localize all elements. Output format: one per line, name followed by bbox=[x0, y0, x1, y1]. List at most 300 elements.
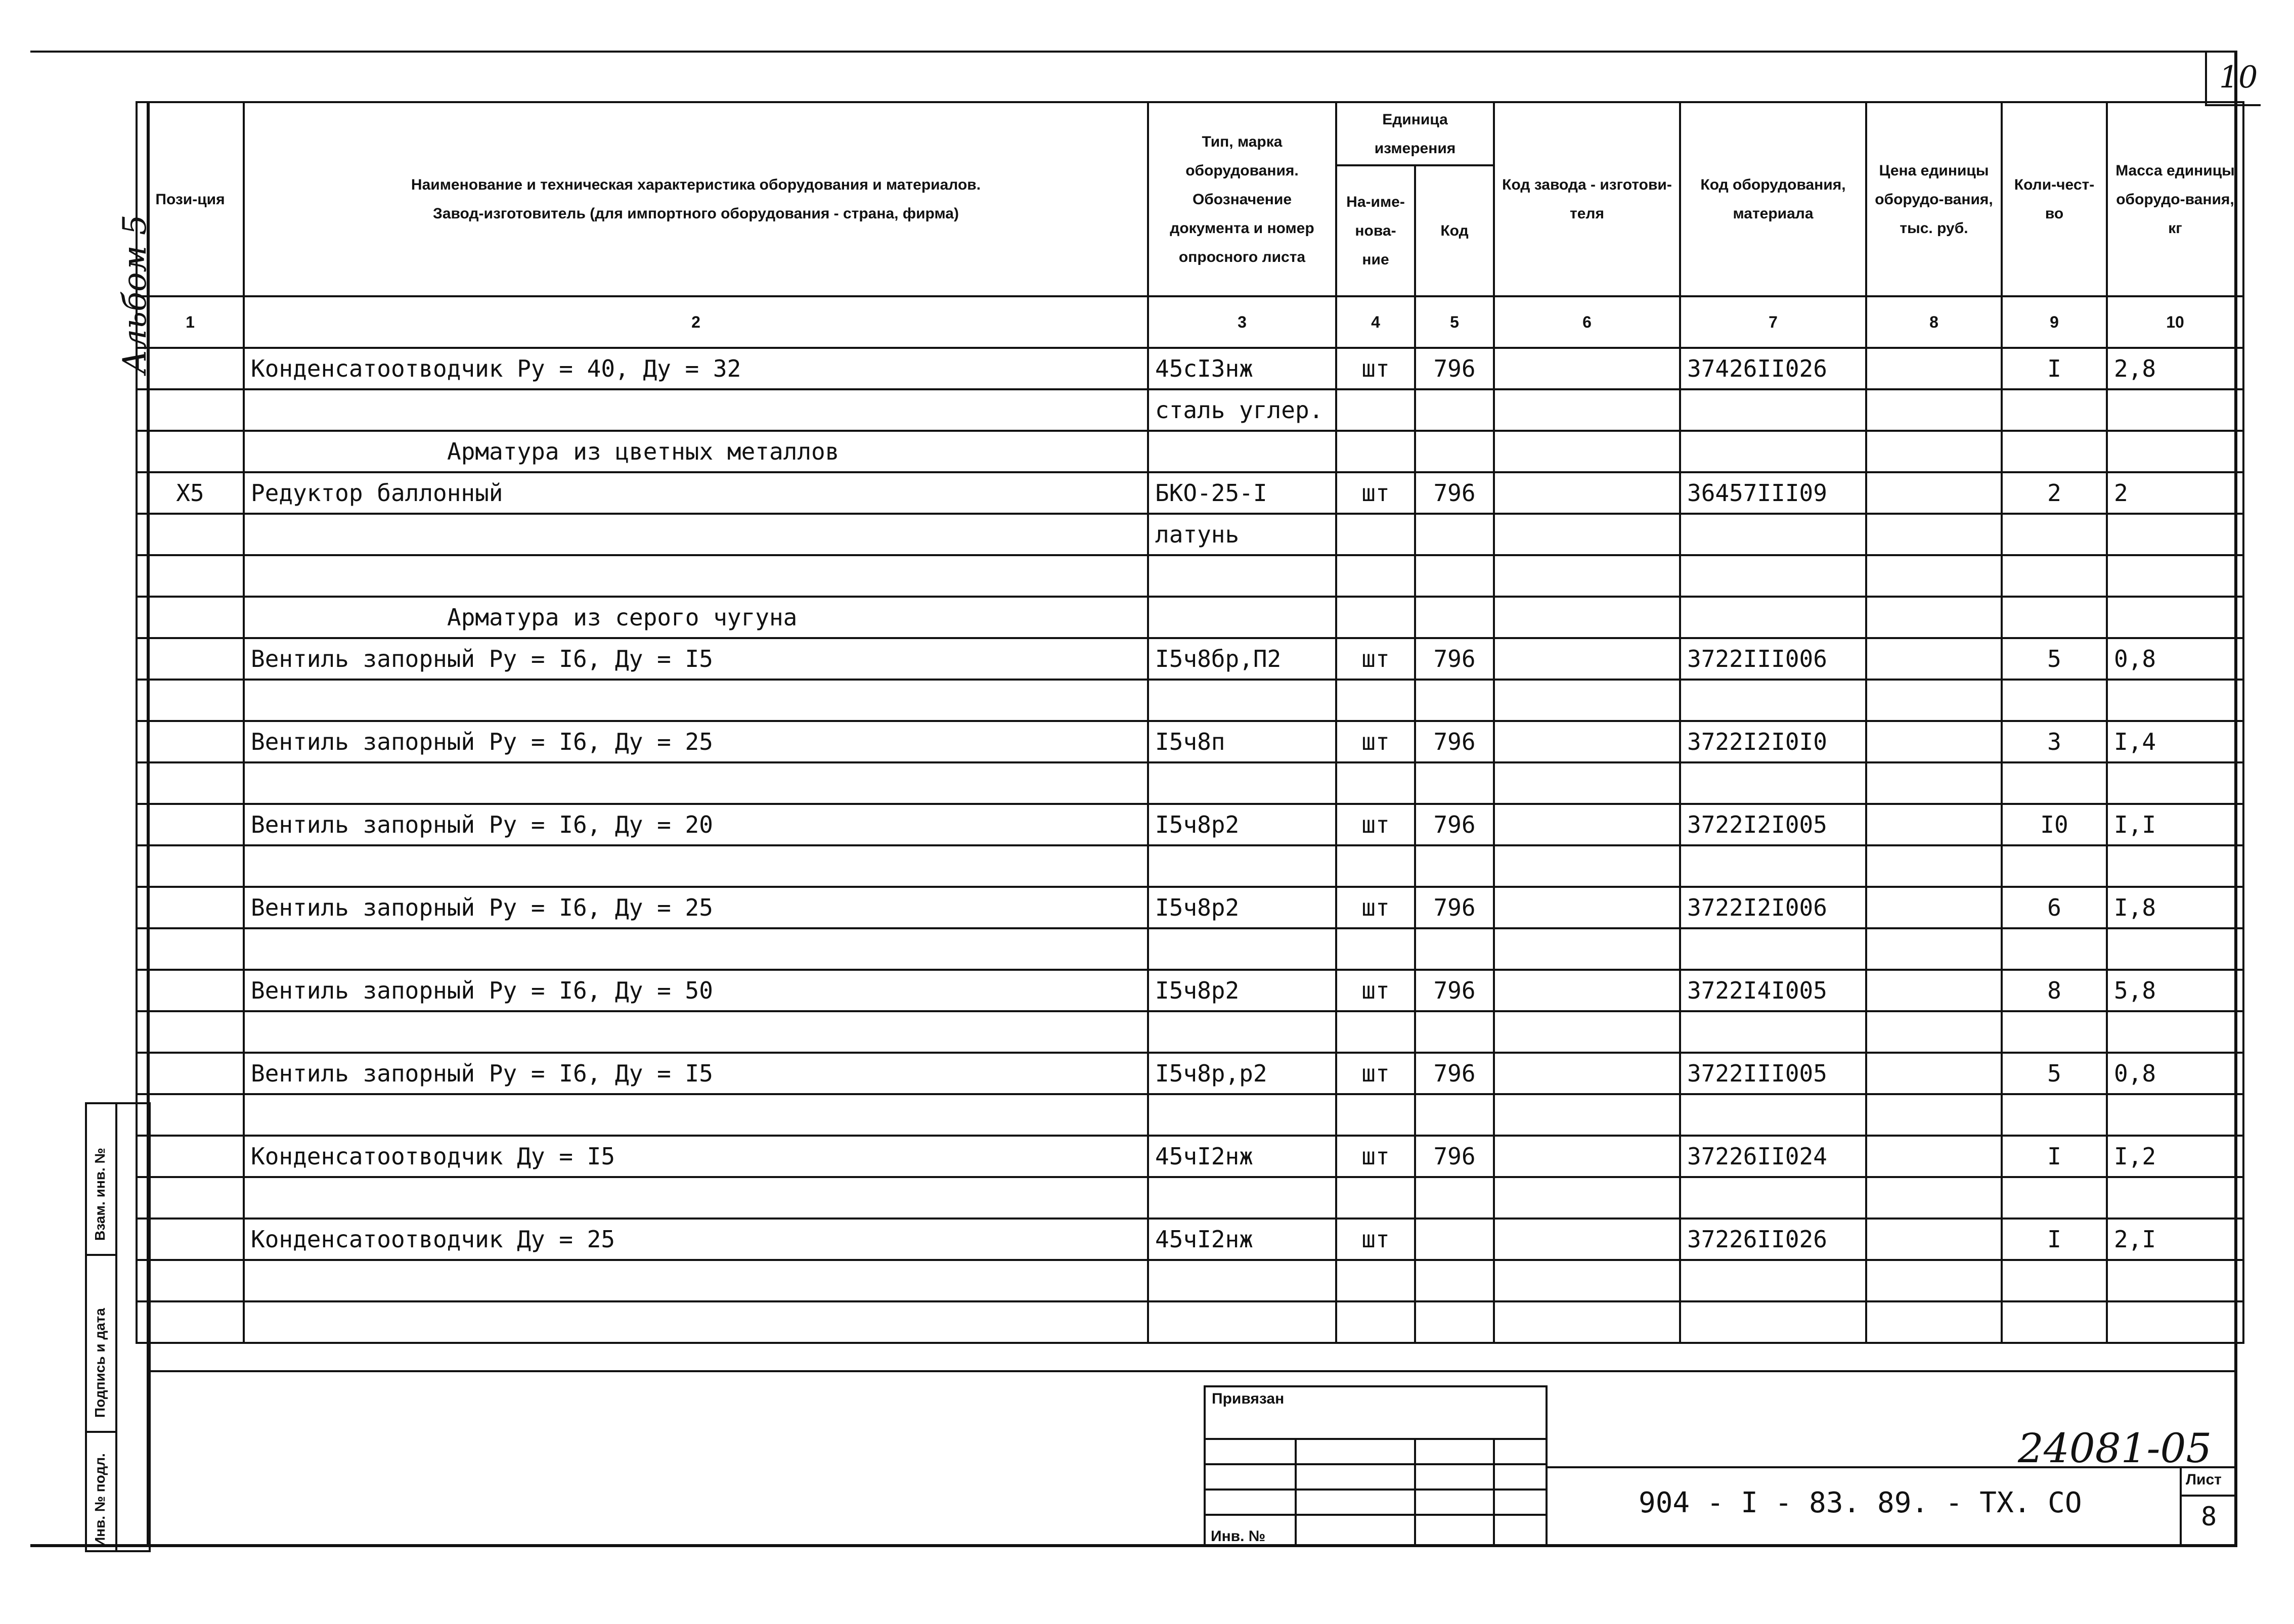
row-type: сталь углер. bbox=[1148, 389, 1336, 431]
row-unit-code bbox=[1415, 1094, 1494, 1136]
inv-no-label: Инв. № bbox=[1211, 1528, 1266, 1545]
row-type: 45чI2нж bbox=[1148, 1219, 1336, 1260]
row-position bbox=[137, 845, 244, 887]
album-label: Альбом 5 bbox=[116, 214, 154, 374]
row-unit-code bbox=[1415, 389, 1494, 431]
table-row bbox=[137, 970, 2243, 1011]
row-plant-code bbox=[1494, 472, 1680, 514]
table-row bbox=[137, 389, 2243, 431]
row-equipment-code: 3722I2I005 bbox=[1680, 804, 1866, 845]
row-unit bbox=[1336, 845, 1415, 887]
row-name: Арматура из серого чугуна bbox=[244, 597, 1148, 638]
row-name: Конденсатоотводчик Ду = 25 bbox=[244, 1219, 1148, 1260]
row-unit-code bbox=[1415, 431, 1494, 472]
row-position bbox=[137, 970, 244, 1011]
row-name: Конденсатоотводчик Ду = I5 bbox=[244, 1136, 1148, 1177]
table-row bbox=[137, 845, 2243, 887]
row-mass: 0,8 bbox=[2107, 638, 2243, 680]
row-mass bbox=[2107, 1301, 2243, 1343]
table-row bbox=[137, 721, 2243, 762]
row-position bbox=[137, 721, 244, 762]
row-equipment-code bbox=[1680, 1094, 1866, 1136]
row-mass bbox=[2107, 845, 2243, 887]
row-position bbox=[137, 1053, 244, 1094]
row-mass bbox=[2107, 431, 2243, 472]
row-type bbox=[1148, 1177, 1336, 1219]
row-type bbox=[1148, 431, 1336, 472]
row-position bbox=[137, 638, 244, 680]
row-plant-code bbox=[1494, 721, 1680, 762]
row-unit: шт bbox=[1336, 721, 1415, 762]
header-mass: Масса единицы оборудо-вания, кг bbox=[2107, 102, 2243, 296]
row-unit-code bbox=[1415, 1260, 1494, 1301]
row-name: Вентиль запорный Ру = I6, Ду = 20 bbox=[244, 804, 1148, 845]
row-plant-code bbox=[1494, 1301, 1680, 1343]
row-plant-code bbox=[1494, 597, 1680, 638]
row-name: Вентиль запорный Ру = I6, Ду = 50 bbox=[244, 970, 1148, 1011]
row-plant-code bbox=[1494, 348, 1680, 389]
row-type bbox=[1148, 1301, 1336, 1343]
row-unit bbox=[1336, 431, 1415, 472]
row-unit bbox=[1336, 1260, 1415, 1301]
row-price bbox=[1866, 1219, 2002, 1260]
row-name bbox=[244, 845, 1148, 887]
row-type bbox=[1148, 680, 1336, 721]
row-quantity: 8 bbox=[2002, 970, 2107, 1011]
row-quantity bbox=[2002, 1260, 2107, 1301]
row-mass: I,2 bbox=[2107, 1136, 2243, 1177]
table-row bbox=[137, 762, 2243, 804]
row-plant-code bbox=[1494, 1219, 1680, 1260]
row-mass bbox=[2107, 1177, 2243, 1219]
col-number: 4 bbox=[1336, 296, 1415, 348]
row-price bbox=[1866, 514, 2002, 555]
row-unit-code: 796 bbox=[1415, 1136, 1494, 1177]
row-unit-code bbox=[1415, 680, 1494, 721]
row-type bbox=[1148, 762, 1336, 804]
stamp-vzam-label: Взам. инв. № bbox=[92, 1148, 108, 1241]
row-plant-code bbox=[1494, 1177, 1680, 1219]
row-name bbox=[244, 1094, 1148, 1136]
row-price bbox=[1866, 555, 2002, 597]
col-number: 8 bbox=[1866, 296, 2002, 348]
row-price bbox=[1866, 762, 2002, 804]
row-quantity bbox=[2002, 389, 2107, 431]
row-unit-code: 796 bbox=[1415, 348, 1494, 389]
table-row bbox=[137, 514, 2243, 555]
row-equipment-code bbox=[1680, 1011, 1866, 1053]
row-mass bbox=[2107, 1260, 2243, 1301]
header-type: Тип, марка оборудования. Обозначение документа и номер опросного листа bbox=[1148, 102, 1336, 296]
row-plant-code bbox=[1494, 1053, 1680, 1094]
row-unit bbox=[1336, 1094, 1415, 1136]
table-row bbox=[137, 1011, 2243, 1053]
row-equipment-code bbox=[1680, 1301, 1866, 1343]
row-quantity: 3 bbox=[2002, 721, 2107, 762]
row-mass: 2 bbox=[2107, 472, 2243, 514]
row-name bbox=[244, 928, 1148, 970]
row-equipment-code bbox=[1680, 1177, 1866, 1219]
row-type: латунь bbox=[1148, 514, 1336, 555]
row-unit bbox=[1336, 1301, 1415, 1343]
row-price bbox=[1866, 721, 2002, 762]
row-type bbox=[1148, 597, 1336, 638]
row-equipment-code: 3722III005 bbox=[1680, 1053, 1866, 1094]
table-row bbox=[137, 472, 2243, 514]
priv-vline bbox=[1414, 1439, 1416, 1546]
row-plant-code bbox=[1494, 887, 1680, 928]
row-plant-code bbox=[1494, 431, 1680, 472]
row-quantity bbox=[2002, 928, 2107, 970]
row-unit: шт bbox=[1336, 1136, 1415, 1177]
row-price bbox=[1866, 1136, 2002, 1177]
side-stamp bbox=[85, 1102, 151, 1552]
header-plant-code: Код завода - изготови-теля bbox=[1494, 102, 1680, 296]
row-unit-code bbox=[1415, 845, 1494, 887]
row-price bbox=[1866, 1011, 2002, 1053]
table-row bbox=[137, 1301, 2243, 1343]
col-number: 2 bbox=[244, 296, 1148, 348]
row-type bbox=[1148, 1011, 1336, 1053]
row-equipment-code: 3722I2I0I0 bbox=[1680, 721, 1866, 762]
row-price bbox=[1866, 804, 2002, 845]
row-price bbox=[1866, 1094, 2002, 1136]
row-name bbox=[244, 555, 1148, 597]
row-unit-code: 796 bbox=[1415, 970, 1494, 1011]
row-equipment-code: 37426II026 bbox=[1680, 348, 1866, 389]
row-price bbox=[1866, 970, 2002, 1011]
row-quantity: 5 bbox=[2002, 638, 2107, 680]
row-unit bbox=[1336, 389, 1415, 431]
row-mass bbox=[2107, 514, 2243, 555]
table-row bbox=[137, 1094, 2243, 1136]
row-plant-code bbox=[1494, 638, 1680, 680]
row-quantity: I bbox=[2002, 1136, 2107, 1177]
row-type: I5ч8р2 bbox=[1148, 804, 1336, 845]
row-equipment-code bbox=[1680, 597, 1866, 638]
row-type bbox=[1148, 845, 1336, 887]
row-quantity bbox=[2002, 762, 2107, 804]
row-position bbox=[137, 514, 244, 555]
sheet-box-divider bbox=[2180, 1495, 2237, 1497]
row-unit bbox=[1336, 1011, 1415, 1053]
row-unit: шт bbox=[1336, 1219, 1415, 1260]
row-position bbox=[137, 348, 244, 389]
row-mass bbox=[2107, 928, 2243, 970]
row-quantity bbox=[2002, 431, 2107, 472]
row-unit-code bbox=[1415, 597, 1494, 638]
registration-number: 24081-05 bbox=[2018, 1425, 2212, 1472]
row-quantity: 5 bbox=[2002, 1053, 2107, 1094]
row-unit: шт bbox=[1336, 348, 1415, 389]
table-row bbox=[137, 1219, 2243, 1260]
row-mass: I,4 bbox=[2107, 721, 2243, 762]
row-type: I5ч8бр,П2 bbox=[1148, 638, 1336, 680]
row-price bbox=[1866, 597, 2002, 638]
row-price bbox=[1866, 887, 2002, 928]
row-quantity bbox=[2002, 1177, 2107, 1219]
row-unit-code: 796 bbox=[1415, 638, 1494, 680]
row-equipment-code bbox=[1680, 431, 1866, 472]
row-name: Редуктор баллонный bbox=[244, 472, 1148, 514]
header-quantity: Коли-чест-во bbox=[2002, 102, 2107, 296]
row-plant-code bbox=[1494, 680, 1680, 721]
row-mass bbox=[2107, 680, 2243, 721]
row-unit-code bbox=[1415, 514, 1494, 555]
row-quantity: 2 bbox=[2002, 472, 2107, 514]
header-name-line2: Завод-изготовитель (для импортного оборудования - страна, фирма) bbox=[433, 205, 959, 222]
row-unit-code bbox=[1415, 762, 1494, 804]
row-quantity bbox=[2002, 1094, 2107, 1136]
row-unit: шт bbox=[1336, 638, 1415, 680]
row-unit bbox=[1336, 762, 1415, 804]
row-price bbox=[1866, 1260, 2002, 1301]
row-type: I5ч8п bbox=[1148, 721, 1336, 762]
row-quantity bbox=[2002, 1301, 2107, 1343]
row-quantity: I bbox=[2002, 348, 2107, 389]
table-row bbox=[137, 1260, 2243, 1301]
table-row bbox=[137, 1136, 2243, 1177]
row-position bbox=[137, 1136, 244, 1177]
row-position bbox=[137, 1094, 244, 1136]
row-mass bbox=[2107, 597, 2243, 638]
row-unit-code: 796 bbox=[1415, 721, 1494, 762]
row-mass: 5,8 bbox=[2107, 970, 2243, 1011]
row-position bbox=[137, 1219, 244, 1260]
row-unit: шт bbox=[1336, 472, 1415, 514]
row-unit-code bbox=[1415, 1301, 1494, 1343]
row-mass bbox=[2107, 1011, 2243, 1053]
row-quantity bbox=[2002, 680, 2107, 721]
row-mass: 2,8 bbox=[2107, 348, 2243, 389]
row-price bbox=[1866, 680, 2002, 721]
table-row bbox=[137, 638, 2243, 680]
col-number: 7 bbox=[1680, 296, 1866, 348]
header-position: Пози-ция bbox=[137, 102, 244, 296]
row-plant-code bbox=[1494, 1011, 1680, 1053]
header-price: Цена единицы оборудо-вания, тыс. руб. bbox=[1866, 102, 2002, 296]
row-unit bbox=[1336, 555, 1415, 597]
row-plant-code bbox=[1494, 804, 1680, 845]
table-body bbox=[137, 348, 2243, 1343]
row-name bbox=[244, 680, 1148, 721]
row-plant-code bbox=[1494, 762, 1680, 804]
row-unit-code bbox=[1415, 928, 1494, 970]
row-equipment-code bbox=[1680, 845, 1866, 887]
row-name: Вентиль запорный Ру = I6, Ду = I5 bbox=[244, 638, 1148, 680]
row-unit bbox=[1336, 597, 1415, 638]
row-position bbox=[137, 887, 244, 928]
row-type: I5ч8р2 bbox=[1148, 887, 1336, 928]
stamp-inv-label: Инв. № подл. bbox=[92, 1453, 108, 1547]
row-price bbox=[1866, 928, 2002, 970]
row-name: Конденсатоотводчик Ру = 40, Ду = 32 bbox=[244, 348, 1148, 389]
sheet-label: Лист bbox=[2186, 1471, 2222, 1488]
header-unit-name: На-име-нова-ние bbox=[1336, 165, 1415, 296]
col-number: 3 bbox=[1148, 296, 1336, 348]
row-name bbox=[244, 514, 1148, 555]
row-price bbox=[1866, 1053, 2002, 1094]
table-row bbox=[137, 555, 2243, 597]
col-number: 5 bbox=[1415, 296, 1494, 348]
row-equipment-code bbox=[1680, 514, 1866, 555]
sheet-number: 8 bbox=[2201, 1502, 2217, 1532]
row-name: Вентиль запорный Ру = I6, Ду = 25 bbox=[244, 721, 1148, 762]
specification-table bbox=[136, 101, 2244, 1344]
row-unit-code: 796 bbox=[1415, 887, 1494, 928]
row-unit-code bbox=[1415, 1177, 1494, 1219]
row-position bbox=[137, 762, 244, 804]
col-number: 1 bbox=[137, 296, 244, 348]
row-plant-code bbox=[1494, 1260, 1680, 1301]
row-quantity: I bbox=[2002, 1219, 2107, 1260]
document-code: 904 - I - 83. 89. - ТХ. СО bbox=[1639, 1486, 2082, 1519]
row-mass bbox=[2107, 1094, 2243, 1136]
row-mass bbox=[2107, 762, 2243, 804]
header-unit-code: Код bbox=[1415, 165, 1494, 296]
row-plant-code bbox=[1494, 389, 1680, 431]
row-plant-code bbox=[1494, 514, 1680, 555]
row-position: Х5 bbox=[137, 472, 244, 514]
row-equipment-code: 3722I4I005 bbox=[1680, 970, 1866, 1011]
row-unit-code bbox=[1415, 1219, 1494, 1260]
row-type: I5ч8р2 bbox=[1148, 970, 1336, 1011]
row-position bbox=[137, 680, 244, 721]
row-equipment-code: 37226II026 bbox=[1680, 1219, 1866, 1260]
stamp-podpis-label: Подпись и дата bbox=[92, 1308, 108, 1418]
row-unit-code bbox=[1415, 555, 1494, 597]
row-unit: шт bbox=[1336, 887, 1415, 928]
row-name bbox=[244, 762, 1148, 804]
row-price bbox=[1866, 638, 2002, 680]
row-equipment-code bbox=[1680, 1260, 1866, 1301]
row-equipment-code: 3722I2I006 bbox=[1680, 887, 1866, 928]
row-mass bbox=[2107, 389, 2243, 431]
row-unit bbox=[1336, 514, 1415, 555]
row-equipment-code: 3722III006 bbox=[1680, 638, 1866, 680]
row-position bbox=[137, 597, 244, 638]
table-row bbox=[137, 804, 2243, 845]
privyazan-block bbox=[1204, 1385, 1548, 1546]
row-name: Вентиль запорный Ру = I6, Ду = I5 bbox=[244, 1053, 1148, 1094]
row-type bbox=[1148, 555, 1336, 597]
title-block-top-line bbox=[150, 1370, 2237, 1372]
table-row bbox=[137, 1053, 2243, 1094]
row-position bbox=[137, 928, 244, 970]
row-position bbox=[137, 1011, 244, 1053]
header-equipment-code: Код оборудования, материала bbox=[1680, 102, 1866, 296]
row-name bbox=[244, 1177, 1148, 1219]
row-equipment-code bbox=[1680, 680, 1866, 721]
row-position bbox=[137, 1301, 244, 1343]
row-price bbox=[1866, 389, 2002, 431]
table-row bbox=[137, 597, 2243, 638]
row-price bbox=[1866, 1301, 2002, 1343]
col-number: 10 bbox=[2107, 296, 2243, 348]
row-price bbox=[1866, 845, 2002, 887]
header-name bbox=[244, 102, 1148, 296]
row-type bbox=[1148, 1094, 1336, 1136]
row-quantity bbox=[2002, 555, 2107, 597]
row-quantity bbox=[2002, 514, 2107, 555]
row-type bbox=[1148, 1260, 1336, 1301]
row-unit-code: 796 bbox=[1415, 1053, 1494, 1094]
row-name bbox=[244, 1301, 1148, 1343]
row-name bbox=[244, 1011, 1148, 1053]
row-unit bbox=[1336, 1177, 1415, 1219]
priv-vline bbox=[1493, 1439, 1495, 1546]
table-row bbox=[137, 431, 2243, 472]
row-mass: I,8 bbox=[2107, 887, 2243, 928]
row-plant-code bbox=[1494, 970, 1680, 1011]
col-number: 9 bbox=[2002, 296, 2107, 348]
row-name bbox=[244, 1260, 1148, 1301]
table-row bbox=[137, 348, 2243, 389]
row-plant-code bbox=[1494, 555, 1680, 597]
row-quantity bbox=[2002, 597, 2107, 638]
row-type bbox=[1148, 928, 1336, 970]
row-mass: 0,8 bbox=[2107, 1053, 2243, 1094]
row-mass bbox=[2107, 555, 2243, 597]
row-unit-code: 796 bbox=[1415, 804, 1494, 845]
row-quantity bbox=[2002, 845, 2107, 887]
row-quantity: I0 bbox=[2002, 804, 2107, 845]
row-equipment-code bbox=[1680, 762, 1866, 804]
header-unit-group: Единица измерения bbox=[1336, 102, 1494, 165]
row-unit: шт bbox=[1336, 970, 1415, 1011]
row-mass: I,I bbox=[2107, 804, 2243, 845]
row-price bbox=[1866, 1177, 2002, 1219]
row-position bbox=[137, 555, 244, 597]
row-name bbox=[244, 389, 1148, 431]
row-name: Вентиль запорный Ру = I6, Ду = 25 bbox=[244, 887, 1148, 928]
priv-vline bbox=[1295, 1439, 1297, 1546]
row-name: Арматура из цветных металлов bbox=[244, 431, 1148, 472]
row-position bbox=[137, 1177, 244, 1219]
row-type: 45чI2нж bbox=[1148, 1136, 1336, 1177]
row-price bbox=[1866, 348, 2002, 389]
row-position bbox=[137, 389, 244, 431]
row-quantity: 6 bbox=[2002, 887, 2107, 928]
row-unit-code: 796 bbox=[1415, 472, 1494, 514]
row-equipment-code: 37226II024 bbox=[1680, 1136, 1866, 1177]
row-plant-code bbox=[1494, 1094, 1680, 1136]
row-position bbox=[137, 804, 244, 845]
row-unit bbox=[1336, 928, 1415, 970]
row-price bbox=[1866, 431, 2002, 472]
col-number: 6 bbox=[1494, 296, 1680, 348]
row-quantity bbox=[2002, 1011, 2107, 1053]
row-position bbox=[137, 431, 244, 472]
row-equipment-code bbox=[1680, 389, 1866, 431]
row-plant-code bbox=[1494, 928, 1680, 970]
table-row bbox=[137, 928, 2243, 970]
row-type: I5ч8р,р2 bbox=[1148, 1053, 1336, 1094]
row-plant-code bbox=[1494, 845, 1680, 887]
table-row bbox=[137, 887, 2243, 928]
row-mass: 2,I bbox=[2107, 1219, 2243, 1260]
privyazan-label: Привязан bbox=[1212, 1390, 1285, 1407]
row-price bbox=[1866, 472, 2002, 514]
row-unit-code bbox=[1415, 1011, 1494, 1053]
top-sheet-number: 10 bbox=[2219, 60, 2258, 95]
row-unit bbox=[1336, 680, 1415, 721]
row-unit: шт bbox=[1336, 1053, 1415, 1094]
row-equipment-code: 36457III09 bbox=[1680, 472, 1866, 514]
row-equipment-code bbox=[1680, 555, 1866, 597]
row-type: БКО-25-I bbox=[1148, 472, 1336, 514]
row-position bbox=[137, 1260, 244, 1301]
